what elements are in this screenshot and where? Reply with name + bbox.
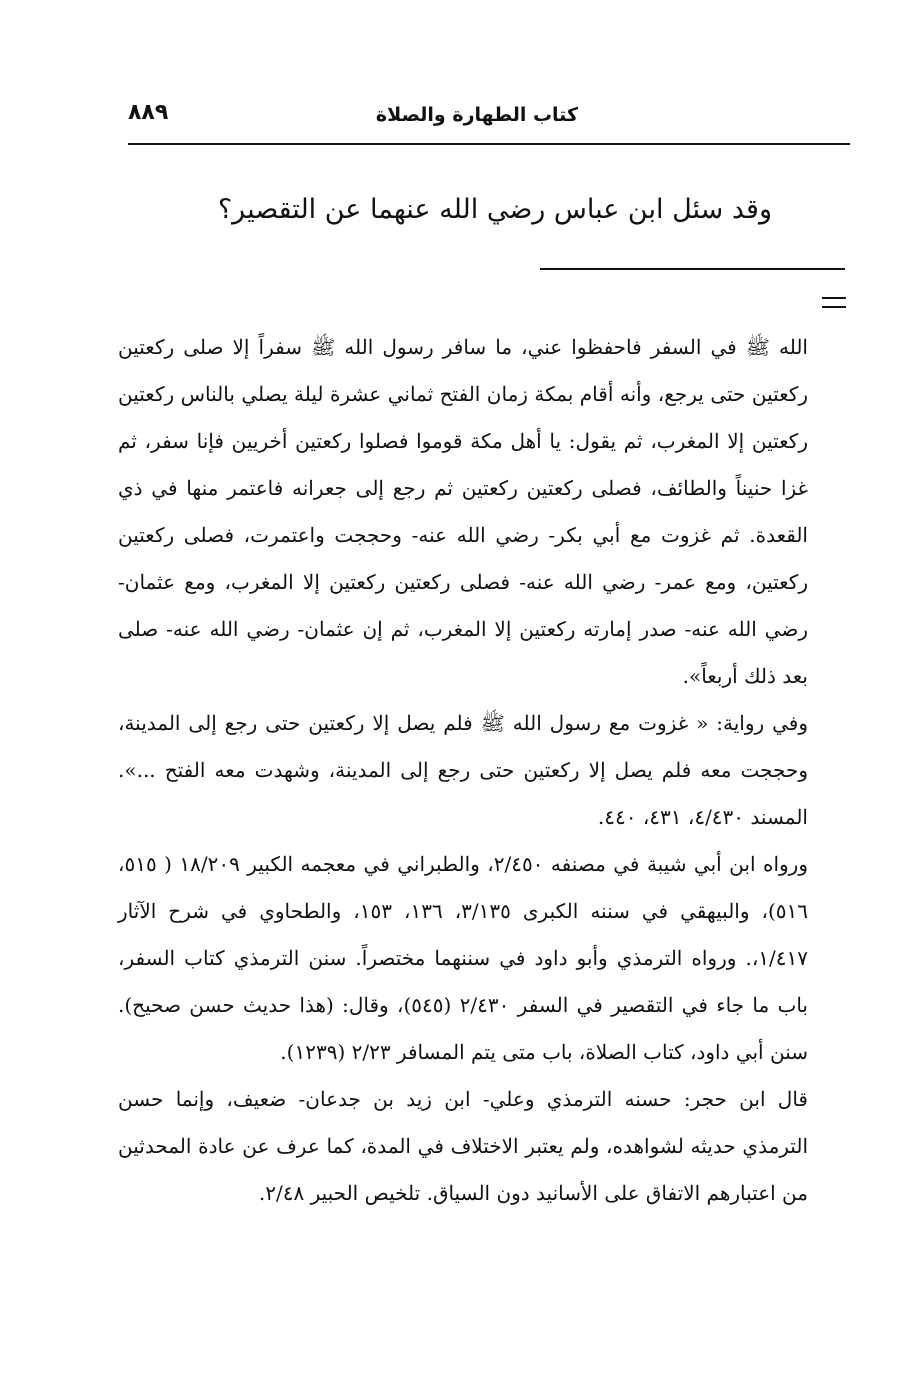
- footnote-continuation-mark: [822, 297, 846, 308]
- footnote-paragraph: الله ﷺ في السفر فاحفظوا عني، ما سافر رسول الله ﷺ سفراً إلا صلى ركعتين ركعتين حتى يرجع، وأنه أقام بمكة زمان الفتح ثماني عشرة ليلة يصلي بالناس ركعتين ركعتين إلا المغرب، ثم يقول: يا أهل مكة قوموا فصلوا ركعتين أخريين فإنا سفر، ثم غزا حنيناً والطائف، فصلى ركعتين ركعتين ثم رجع إلى جعرانه فاعتمر منها في ذي القعدة. ثم غزوت مع أبي بكر- رضي الله عنه- وحججت واعتمرت، فصلى ركعتين ركعتين، ومع عمر- رضي الله عنه- فصلى ركعتين ركعتين إلا المغرب، ومع عثمان- رضي الله عنه- صدر إمارته ركعتين إلا المغرب، ثم إن عثمان- رضي الله عنه- صلى بعد ذلك أربعاً».: [118, 335, 809, 688]
- footnote-paragraph: ورواه ابن أبي شيبة في مصنفه ٢/٤٥٠، والطبراني في معجمه الكبير ١٨/٢٠٩ ( ٥١٥، ٥١٦)، والبيهقي في سننه الكبرى ٣/١٣٥، ١٣٦، ١٥٣، والطحاوي في شرح الآثار ١/٤١٧،. ورواه الترمذي وأبو داود في سننهما مختصراً. سنن الترمذي كتاب السفر، باب ما جاء في التقصير في السفر ٢/٤٣٠ (٥٤٥)، وقال: (هذا حديث حسن صحيح). سنن أبي داود، كتاب الصلاة، باب متى يتم المسافر ٢/٢٣ (١٢٣٩).: [118, 852, 809, 1064]
- page-number: ٨٨٩: [128, 100, 169, 125]
- header-rule: [128, 143, 850, 145]
- main-text: وقد سئل ابن عباس رضي الله عنهما عن التقصير؟: [217, 194, 772, 225]
- footnote-paragraph: وفي رواية: « غزوت مع رسول الله ﷺ فلم يصل إلا ركعتين حتى رجع إلى المدينة، وحججت معه فلم يصل إلا ركعتين حتى رجع إلى المدينة، وشهدت معه الفتح ...». المسند ٤/٤٣٠، ٤٣١، ٤٤٠.: [118, 711, 808, 829]
- footnote-paragraph: قال ابن حجر: حسنه الترمذي وعلي- ابن زيد بن جدعان- ضعيف، وإنما حسن الترمذي حديثه لشواهده، ولم يعتبر الاختلاف في المدة، كما عرف عن عادة المحدثين من اعتبارهم الاتفاق على الأسانيد دون السياق. تلخيص الحبير ٢/٤٨.: [118, 1087, 808, 1205]
- footnotes: [118, 324, 808, 1217]
- footnote-separator: [540, 268, 845, 270]
- page-header: [128, 98, 850, 144]
- chapter-title: كتاب الطهارة والصلاة: [375, 104, 578, 126]
